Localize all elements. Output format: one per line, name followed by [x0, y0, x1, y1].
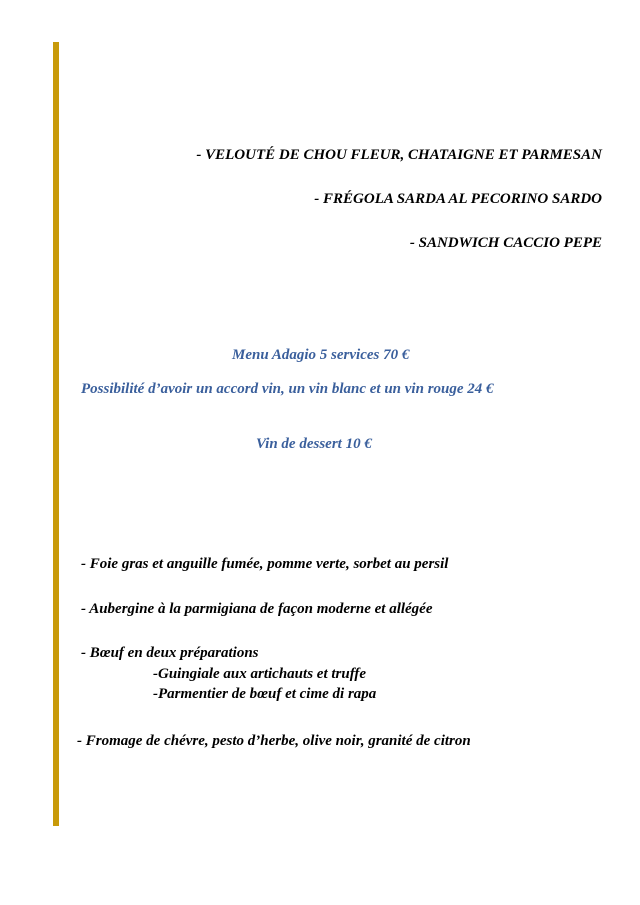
- dessert-wine-text: Vin de dessert 10 €: [256, 436, 372, 452]
- decorative-gold-bar: [53, 42, 59, 826]
- dish-fregola: - FRÉGOLA SARDA AL PECORINO SARDO: [314, 191, 602, 207]
- dish-sandwich: - SANDWICH CACCIO PEPE: [409, 235, 602, 251]
- menu-title: Menu Adagio 5 services 70 €: [232, 347, 410, 363]
- course-foie-gras: - Foie gras et anguille fumée, pomme verte, sorbet au persil: [81, 556, 449, 572]
- wine-pairing-text: Possibilité d’avoir un accord vin, un vin blanc et un vin rouge 24 €: [81, 381, 494, 397]
- course-boeuf-sub1: -Guingiale aux artichauts et truffe: [153, 666, 367, 682]
- course-fromage: - Fromage de chévre, pesto d’herbe, olive noir, granité de citron: [77, 733, 471, 749]
- course-boeuf: - Bœuf en deux préparations: [81, 645, 259, 661]
- course-boeuf-sub2: -Parmentier de bœuf et cime di rapa: [153, 686, 377, 702]
- dish-veloute: - VELOUTÉ DE CHOU FLEUR, CHATAIGNE ET PARMESAN: [196, 147, 602, 163]
- course-aubergine: - Aubergine à la parmigiana de façon moderne et allégée: [81, 601, 433, 617]
